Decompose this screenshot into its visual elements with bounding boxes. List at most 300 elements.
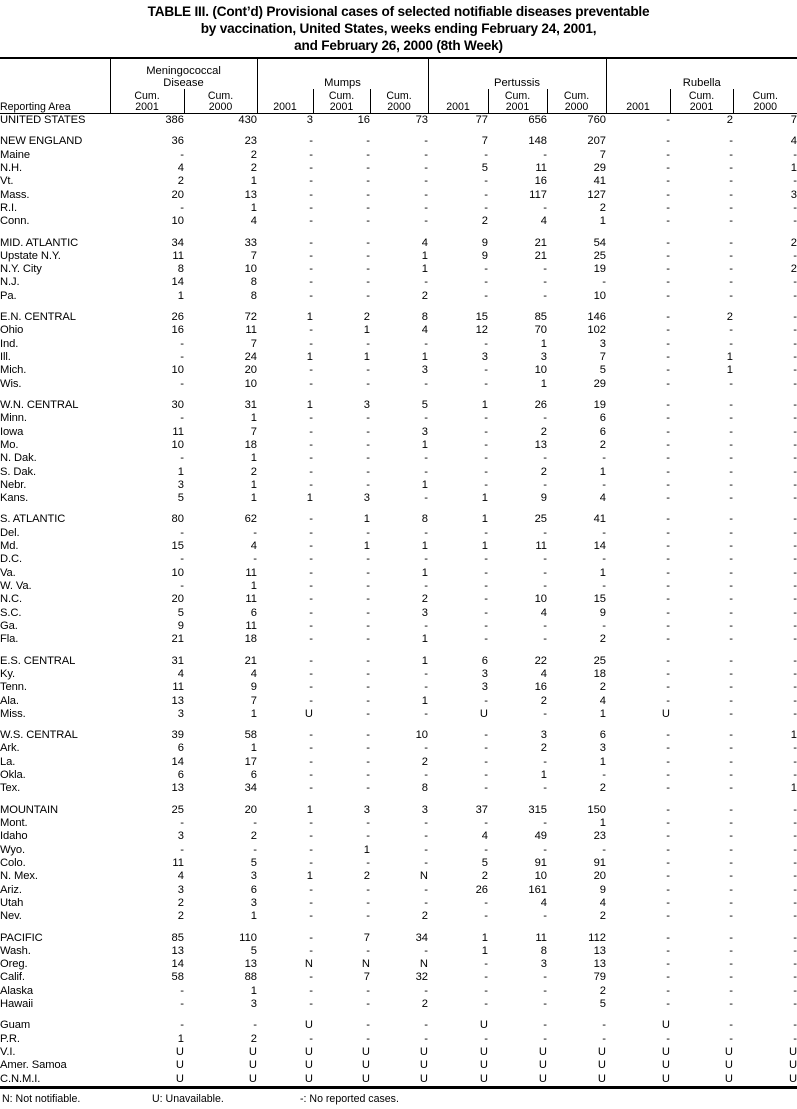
row-cell-10: - [793,619,797,632]
row-cell-8: - [666,236,671,249]
row-cell-6: - [543,1019,548,1032]
row-cell-8: - [666,580,671,592]
row-cell-6: 161 [528,883,548,896]
row-cell-3: - [366,175,371,188]
row-cell-3: - [366,337,371,350]
row-cell-2: - [309,465,314,478]
row-cell-8: - [666,553,671,566]
row-cell-8: - [666,803,671,816]
row-cell-2: - [309,580,314,592]
row-cell-1: 2 [250,1032,258,1045]
row-cell-9: - [729,337,734,350]
row-cell-2: - [309,843,314,856]
table-row [0,351,797,364]
row-cell-0: 2 [177,896,184,909]
table-body [0,114,797,1088]
row-cell-9: - [729,553,734,566]
spacer-cell [0,796,797,804]
row-cell-3: - [366,188,371,201]
row-cell-1: U [248,1072,258,1085]
row-cell-9: - [729,1019,734,1032]
row-cell-10: - [793,843,797,856]
row-cell-4: 8 [421,311,429,324]
row-cell-8: U [661,707,671,720]
row-cell-6: - [543,707,548,720]
row-area-label: Va. [0,566,16,579]
row-area-label: Conn. [0,215,30,228]
row-cell-6: 11 [535,161,548,174]
row-area-label: Wis. [0,377,22,390]
table-row [0,338,797,351]
row-cell-10: - [793,201,797,214]
row-cell-3: - [366,984,371,997]
row-cell-0: U [175,1072,184,1085]
row-cell-7: U [597,1059,607,1072]
row-area-label: Ind. [0,337,19,350]
row-cell-8: - [666,998,671,1011]
row-area-label: Mass. [0,188,30,201]
row-cell-4: - [424,215,429,228]
table-row [0,708,797,721]
row-cell-1: 11 [245,324,258,337]
row-cell-4: - [424,526,429,539]
row-cell-4: 1 [421,566,429,579]
row-cell-6: 21 [534,249,548,262]
row-cell-4: 1 [421,694,429,707]
row-cell-8: - [666,364,671,377]
row-cell-8: - [666,135,671,148]
title-line-2: by vaccination, United States, weeks ending February 24, 2001, [200,21,597,36]
table-row [0,1059,797,1072]
table-row [0,607,797,620]
table-row [0,439,797,452]
row-cell-7: 41 [593,175,607,188]
row-cell-7: 2 [599,984,607,997]
row-cell-8: - [666,944,671,957]
row-cell-4: 2 [421,289,429,302]
row-cell-5: - [484,425,489,438]
row-area-label: Kans. [0,492,29,505]
row-cell-5: - [484,755,489,768]
row-cell-5: U [479,1019,489,1032]
row-cell-3: 1 [363,324,371,337]
row-cell-2: U [304,1059,314,1072]
row-cell-4: - [424,707,429,720]
row-area-label: Hawaii [0,998,33,1011]
row-cell-2: - [309,148,314,161]
row-cell-2: - [309,324,314,337]
row-cell-6: 11 [535,931,548,944]
row-area-label: W. Va. [0,580,32,592]
row-cell-6: 2 [540,742,548,755]
row-cell-2: - [309,742,314,755]
row-cell-8: - [666,188,671,201]
row-cell-5: 9 [481,249,489,262]
row-area-label: N. Mex. [0,870,38,883]
row-cell-9: - [729,148,734,161]
row-cell-3: - [366,1019,371,1032]
row-cell-0: 4 [177,667,184,680]
row-cell-6: - [543,580,548,592]
row-cell-3: - [366,263,371,276]
row-cell-9: - [729,870,734,883]
row-cell-2: - [309,161,314,174]
row-cell-7: 41 [593,513,607,526]
row-area-label: Nebr. [0,478,27,491]
row-cell-6: 1 [540,337,548,350]
row-area-label: Mo. [0,438,19,451]
row-cell-10: - [793,289,797,302]
row-cell-1: 33 [244,236,258,249]
row-cell-4: 2 [421,910,429,923]
row-cell-1: 3 [250,998,258,1011]
row-cell-8: - [666,896,671,909]
table-row [0,237,797,250]
row-cell-8: U [661,1072,671,1085]
row-cell-7: 19 [593,263,607,276]
row-cell-5: - [484,843,489,856]
row-cell-1: 20 [244,364,258,377]
row-cell-6: 2 [540,465,548,478]
row-cell-9: - [729,513,734,526]
row-cell-3: - [366,161,371,174]
row-cell-6: - [543,1032,548,1045]
header-reporting-area: Reporting Area [0,101,71,113]
row-cell-2: - [309,984,314,997]
row-cell-2: - [309,667,314,680]
row-cell-10: - [793,742,797,755]
row-cell-0: 20 [171,188,184,201]
table-row [0,756,797,769]
row-cell-4: 1 [421,263,429,276]
row-cell-3: - [366,593,371,606]
row-cell-5: U [479,1059,489,1072]
row-cell-2: - [309,769,314,782]
row-cell-5: 77 [475,114,489,126]
row-cell-4: - [424,830,429,843]
row-cell-4: - [424,492,429,505]
row-cell-1: 20 [244,803,258,816]
group-header-pertussis: Pertussis [428,58,606,89]
row-cell-3: - [366,412,371,425]
notifiable-diseases-table [0,57,797,1089]
row-cell-4: 1 [421,633,429,646]
subheader-mumps-cum-2000: Cum. 2000 [370,89,428,114]
row-cell-6: 3 [540,958,548,971]
row-cell-9: - [729,1032,734,1045]
row-cell-7: 2 [599,633,607,646]
row-cell-8: - [666,681,671,694]
row-cell-10: - [793,803,797,816]
row-cell-1: 1 [250,175,258,188]
row-cell-0: 11 [172,249,184,262]
row-cell-6: U [538,1046,548,1058]
row-cell-4: - [424,896,429,909]
row-cell-3: 1 [363,540,371,553]
row-cell-1: 58 [244,729,258,742]
table-row [0,910,797,923]
row-cell-9: - [729,377,734,390]
row-cell-9: 1 [726,351,734,363]
row-cell-2: - [309,566,314,579]
row-cell-0: 6 [177,742,184,755]
row-cell-6: - [543,566,548,579]
row-cell-10: - [793,148,797,161]
row-cell-0: 16 [171,324,184,337]
row-cell-0: 26 [171,311,184,324]
row-cell-3: - [366,883,371,896]
table-row [0,162,797,175]
row-cell-7: - [602,452,607,465]
row-cell-6: 10 [534,593,548,606]
row-cell-4: - [424,742,429,755]
row-cell-1: 1 [250,452,258,465]
row-cell-9: - [729,830,734,843]
row-cell-5: - [484,958,489,971]
row-cell-4: - [424,984,429,997]
row-cell-10: - [793,633,797,646]
row-cell-9: - [729,526,734,539]
row-cell-3: - [366,707,371,720]
row-cell-0: - [180,377,184,390]
row-cell-2: - [309,755,314,768]
subheader-mening-cum-2000: Cum. 2000 [184,89,257,114]
row-cell-4: 4 [421,236,429,249]
row-area-label: N.J. [0,276,20,289]
row-cell-3: 2 [363,311,371,324]
row-cell-10: - [793,694,797,707]
footnote-not-notifiable: N: Not notifiable. [2,1092,81,1105]
row-cell-5: 26 [475,883,489,896]
row-cell-8: - [666,540,671,553]
table-row [0,620,797,633]
row-cell-0: 34 [171,236,184,249]
row-cell-8: U [661,1059,671,1072]
row-cell-3: - [366,478,371,491]
spacer-cell [0,1011,797,1019]
row-cell-1: 13 [244,958,258,971]
row-cell-7: 18 [593,667,607,680]
row-cell-0: 13 [171,944,184,957]
row-cell-2: - [309,425,314,438]
row-cell-6: 1 [540,377,548,390]
row-cell-1: - [253,526,258,539]
row-cell-4: - [424,619,429,632]
row-cell-4: - [424,883,429,896]
row-area-label: Amer. Samoa [0,1059,67,1072]
row-cell-4: 1 [421,351,429,363]
row-cell-4: - [424,175,429,188]
row-area-label: S. ATLANTIC [0,513,66,526]
row-cell-5: 3 [481,351,489,363]
row-area-label: W.S. CENTRAL [0,729,78,742]
row-cell-9: - [729,856,734,869]
row-cell-5: - [484,896,489,909]
row-cell-4: - [424,681,429,694]
table-row [0,958,797,971]
row-cell-10: - [793,513,797,526]
row-cell-7: 9 [599,606,607,619]
row-cell-7: 54 [593,236,607,249]
row-cell-0: - [180,843,184,856]
row-cell-8: - [666,830,671,843]
row-cell-0: 58 [171,971,184,984]
row-cell-7: 1 [599,817,607,829]
row-cell-6: 4 [540,896,548,909]
row-cell-3: - [366,681,371,694]
row-area-label: La. [0,755,16,768]
row-cell-7: 4 [599,694,607,707]
footnote-unavailable: U: Unavailable. [152,1092,224,1105]
row-cell-8: - [666,1032,671,1045]
row-cell-3: - [366,289,371,302]
row-area-label: Iowa [0,425,24,438]
row-cell-10: - [793,364,797,377]
row-cell-6: 4 [540,606,548,619]
row-area-label: D.C. [0,553,22,566]
row-cell-9: - [729,465,734,478]
row-cell-9: - [729,654,734,667]
row-cell-5: - [484,971,489,984]
row-cell-5: 5 [481,161,489,174]
row-cell-4: 3 [421,425,429,438]
table-row [0,215,797,228]
row-cell-0: 21 [171,633,184,646]
row-cell-5: - [484,910,489,923]
row-cell-5: 2 [481,870,489,883]
row-cell-0: 80 [171,513,184,526]
row-cell-3: - [366,364,371,377]
row-cell-10: - [793,492,797,505]
table-row [0,782,797,795]
row-cell-9: - [729,593,734,606]
subheader-rubella-cum-2001: Cum. 2001 [670,89,733,114]
row-cell-6: 49 [534,830,548,843]
row-cell-4: - [424,1032,429,1045]
row-cell-8: - [666,215,671,228]
row-cell-7: 7 [599,148,607,161]
row-cell-1: 1 [250,580,258,592]
row-cell-9: - [729,478,734,491]
row-cell-7: 91 [593,856,607,869]
row-cell-0: - [180,337,184,350]
row-cell-8: - [666,526,671,539]
row-cell-1: 18 [244,633,258,646]
row-cell-1: 8 [250,289,258,302]
row-cell-1: 2 [250,465,258,478]
row-cell-2: - [309,289,314,302]
row-cell-4: 1 [421,438,429,451]
row-cell-10: - [793,958,797,971]
row-cell-2: 1 [306,803,314,816]
row-cell-2: U [304,1072,314,1085]
row-cell-0: 1 [177,289,184,302]
row-cell-1: 1 [250,412,258,425]
subheader-pertussis-cum-2000: Cum. 2000 [547,89,606,114]
row-cell-6: U [538,1072,548,1085]
row-cell-4: - [424,452,429,465]
row-cell-3: - [366,742,371,755]
title-line-1: TABLE III. (Cont’d) Provisional cases of selected notifiable diseases preventable [147,4,650,19]
subheader-mumps-cum-2001: Cum. 2001 [313,89,370,114]
row-cell-10: U [788,1072,797,1085]
row-cell-10: - [793,931,797,944]
row-cell-2: - [309,513,314,526]
row-cell-6: 85 [534,311,548,324]
row-area-label: C.N.M.I. [0,1072,41,1085]
table-row [0,729,797,742]
row-cell-2: - [309,215,314,228]
row-cell-7: 7 [599,351,607,363]
row-cell-1: 6 [250,769,258,782]
row-cell-5: 1 [481,944,489,957]
row-cell-10: - [793,971,797,984]
row-cell-9: - [729,540,734,553]
row-cell-4: - [424,377,429,390]
row-cell-1: 11 [245,593,258,606]
row-cell-6: - [543,263,548,276]
row-cell-1: - [253,553,258,566]
row-area-label: Oreg. [0,958,28,971]
table-row [0,311,797,324]
row-cell-0: 10 [171,215,184,228]
row-area-label: Tex. [0,782,21,795]
table-row [0,466,797,479]
row-cell-4: N [419,958,429,971]
row-cell-0: 11 [172,425,184,438]
row-cell-7: 29 [593,377,607,390]
row-cell-8: - [666,619,671,632]
row-cell-7: 23 [593,830,607,843]
row-cell-10: 4 [790,135,797,148]
row-cell-2: 3 [306,114,314,126]
row-cell-9: - [729,619,734,632]
row-cell-4: 4 [421,324,429,337]
row-cell-1: 17 [244,755,258,768]
row-cell-1: 2 [250,830,258,843]
row-cell-2: - [309,606,314,619]
row-cell-1: 1 [250,742,258,755]
row-area-label: Wash. [0,944,31,957]
row-cell-9: - [729,883,734,896]
row-cell-7: 760 [587,114,607,126]
row-cell-3: - [366,201,371,214]
row-cell-0: 3 [177,883,184,896]
row-cell-8: - [666,377,671,390]
row-cell-0: - [180,148,184,161]
row-cell-8: - [666,478,671,491]
row-cell-9: - [729,729,734,742]
row-cell-7: 2 [599,681,607,694]
header-group-row [0,58,797,89]
row-cell-1: 23 [244,135,258,148]
row-cell-0: 20 [171,593,184,606]
row-area-label: Upstate N.Y. [0,249,61,262]
row-cell-10: U [788,1046,797,1058]
row-cell-9: - [729,896,734,909]
row-area-label: Mont. [0,817,28,829]
row-cell-7: 150 [587,803,607,816]
row-cell-5: 1 [481,492,489,505]
row-cell-8: - [666,817,671,829]
row-cell-7: 25 [593,249,607,262]
row-cell-7: 10 [593,289,607,302]
row-cell-1: 1 [250,201,258,214]
table-row [0,681,797,694]
table-row-spacer [0,1011,797,1019]
row-cell-4: - [424,769,429,782]
row-cell-3: - [366,896,371,909]
